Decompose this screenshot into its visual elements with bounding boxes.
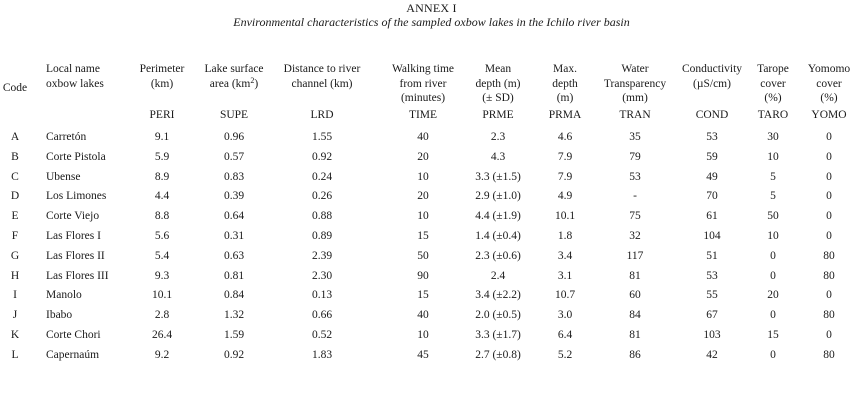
column-header-yomo: Yomomo: [807, 63, 851, 75]
table-cell-yomo: 80: [823, 269, 835, 282]
table-cell-tran: 84: [629, 309, 641, 322]
column-header-taro: Tarope: [757, 63, 789, 75]
annex-subtitle: Environmental characteristics of the sampled oxbow lakes in the Ichilo river basin: [233, 15, 630, 29]
table-cell-tran: 35: [629, 131, 641, 143]
table-cell-supe: 0.39: [223, 190, 245, 203]
table-cell-cond: 104: [703, 230, 721, 242]
table-cell-supe: 0.84: [223, 289, 245, 302]
table-cell-tran: 75: [629, 210, 641, 223]
column-abbrev-lrd: LRD: [310, 109, 334, 121]
table-cell-cond: 53: [706, 131, 718, 143]
table-cell-name: Corte Viejo: [46, 210, 100, 223]
table-cell-yomo: 0: [826, 230, 832, 242]
table-cell-cond: 42: [706, 348, 718, 361]
column-header-cond: Conductivity: [681, 63, 743, 75]
column-header-time: Walking time: [392, 63, 454, 75]
table-cell-supe: 0.64: [223, 210, 245, 223]
table-cell-peri: 2.8: [154, 309, 170, 322]
table-cell-yomo: 0: [826, 329, 832, 341]
table-cell-peri: 26.4: [151, 329, 173, 341]
table-cell-cond: 67: [706, 309, 718, 322]
column-header-peri: (km): [150, 77, 174, 90]
table-cell-name: Ibabo: [46, 309, 73, 322]
table-cell-time: 90: [417, 269, 429, 282]
table-cell-peri: 5.4: [154, 249, 170, 262]
table-cell-supe: 0.96: [223, 131, 245, 143]
table-cell-taro: 30: [767, 131, 779, 143]
column-header-yomo: cover: [816, 77, 842, 90]
table-cell-lrd: 2.30: [311, 269, 333, 282]
table-cell-lrd: 0.66: [311, 309, 333, 322]
table-cell-name: Capernaúm: [46, 348, 100, 361]
table-cell-name: Ubense: [46, 170, 81, 183]
table-cell-prma: 7.9: [557, 170, 573, 183]
table-cell-prme: 4.3: [490, 150, 506, 163]
table-cell-lrd: 0.24: [311, 170, 333, 183]
table-cell-tran: 81: [629, 329, 641, 341]
column-abbrev-taro: TARO: [757, 109, 789, 121]
column-header-lrd: channel (km): [291, 77, 353, 90]
column-abbrev-prma: PRMA: [548, 109, 582, 121]
table-cell-time: 20: [417, 150, 429, 163]
column-abbrev-time: TIME: [408, 109, 438, 121]
column-header-taro: (%): [764, 92, 782, 104]
table-cell-prme: 2.9 (±1.0): [475, 190, 521, 203]
table-cell-peri: 9.1: [154, 131, 170, 143]
table-cell-lrd: 0.88: [311, 210, 333, 223]
column-header-name: oxbow lakes: [46, 77, 104, 90]
table-cell-time: 40: [417, 131, 429, 143]
column-header-prma: depth: [552, 77, 578, 90]
table-cell-peri: 9.3: [154, 269, 170, 282]
column-abbrev-prme: PRME: [482, 109, 514, 121]
table-cell-prme: 2.7 (±0.8): [475, 348, 521, 361]
table-cell-peri: 5.6: [154, 230, 170, 242]
table-cell-peri: 10.1: [151, 289, 173, 302]
table-cell-yomo: 0: [826, 289, 832, 302]
table-cell-lrd: 0.89: [311, 230, 333, 242]
table-cell-code: J: [12, 309, 18, 322]
table-cell-cond: 103: [703, 329, 721, 341]
column-header-supe: Lake surface: [204, 63, 264, 75]
table-cell-name: Las Flores II: [46, 249, 105, 262]
table-cell-yomo: 80: [823, 309, 835, 322]
table-cell-taro: 50: [767, 210, 779, 223]
table-cell-name: Corte Chori: [46, 329, 101, 341]
table-cell-code: F: [11, 230, 19, 242]
table-cell-taro: 0: [770, 269, 776, 282]
table-cell-supe: 1.32: [223, 309, 245, 322]
table-cell-name: Las Flores III: [46, 269, 109, 282]
table-cell-tran: 81: [629, 269, 641, 282]
table-cell-prma: 6.4: [557, 329, 573, 341]
table-cell-time: 10: [417, 170, 429, 183]
column-abbrev-cond: COND: [695, 109, 729, 121]
table-cell-yomo: 0: [826, 150, 832, 163]
table-cell-time: 50: [417, 249, 429, 262]
column-header-taro: cover: [760, 77, 786, 90]
table-cell-yomo: 0: [826, 190, 832, 203]
table-cell-prme: 3.3 (±1.5): [475, 170, 521, 183]
column-abbrev-tran: TRAN: [619, 109, 651, 121]
table-cell-code: I: [13, 289, 17, 302]
table-cell-peri: 9.2: [154, 348, 170, 361]
table-cell-tran: 86: [629, 348, 641, 361]
table-cell-code: H: [10, 269, 20, 282]
column-header-prme: (± SD): [482, 92, 514, 104]
table-cell-taro: 10: [767, 150, 779, 163]
table-cell-prma: 10.1: [554, 210, 576, 223]
table-cell-tran: 32: [629, 230, 641, 242]
table-cell-supe: 0.57: [223, 150, 245, 163]
table-cell-peri: 4.4: [154, 190, 170, 203]
table-cell-time: 10: [417, 210, 429, 223]
table-cell-prma: 3.4: [557, 249, 573, 262]
table-cell-prme: 2.3: [490, 131, 506, 143]
table-cell-prme: 1.4 (±0.4): [475, 230, 521, 242]
table-cell-taro: 5: [770, 190, 776, 203]
table-cell-supe: 1.59: [223, 329, 245, 341]
table-cell-yomo: 0: [826, 210, 832, 223]
column-header-time: (minutes): [400, 92, 446, 104]
table-cell-prma: 7.9: [557, 150, 573, 163]
table-cell-code: D: [10, 190, 20, 203]
table-cell-cond: 61: [706, 210, 718, 223]
table-cell-tran: 53: [629, 170, 641, 183]
table-cell-tran: 60: [629, 289, 641, 302]
column-header-tran: Transparency: [603, 77, 667, 90]
table-cell-code: E: [11, 210, 19, 223]
table-cell-prma: 1.8: [557, 230, 573, 242]
table-cell-supe: 0.81: [223, 269, 245, 282]
table-cell-code: L: [11, 348, 19, 361]
column-header-peri: Perimeter: [139, 63, 185, 75]
table-cell-prme: 3.4 (±2.2): [475, 289, 521, 302]
table-cell-peri: 5.9: [154, 150, 170, 163]
table-cell-code: K: [10, 329, 20, 341]
table-cell-tran: 79: [629, 150, 641, 163]
column-header-code: Code: [2, 82, 28, 94]
column-header-lrd: Distance to river: [283, 63, 361, 75]
table-cell-prme: 2.4: [490, 269, 506, 282]
table-cell-prma: 4.9: [557, 190, 573, 203]
table-cell-taro: 20: [767, 289, 779, 302]
table-cell-taro: 0: [770, 309, 776, 322]
table-cell-time: 15: [417, 289, 429, 302]
column-header-tran: (mm): [622, 92, 648, 104]
table-cell-supe: 0.83: [223, 170, 245, 183]
table-cell-prma: 3.1: [557, 269, 573, 282]
table-cell-code: B: [11, 150, 19, 163]
column-header-supe: area $(km^2)$: [209, 75, 259, 90]
table-cell-time: 15: [417, 230, 429, 242]
column-header-tran: Water: [621, 63, 649, 75]
column-header-name: Local name: [46, 63, 100, 75]
column-header-prma: Max.: [553, 63, 577, 75]
table-cell-prme: 3.3 (±1.7): [475, 329, 521, 341]
table-cell-lrd: 0.92: [311, 150, 333, 163]
table-cell-time: 10: [417, 329, 429, 341]
column-header-prme: Mean: [484, 63, 512, 75]
table-cell-supe: 0.92: [223, 348, 245, 361]
table-cell-prma: 3.0: [557, 309, 573, 322]
table-cell-lrd: 1.55: [311, 131, 333, 143]
table-cell-yomo: 0: [826, 131, 832, 143]
table-cell-lrd: 1.83: [311, 348, 333, 361]
table-cell-taro: 5: [770, 170, 776, 183]
column-header-yomo: (%): [820, 92, 838, 104]
table-cell-prme: 4.4 (±1.9): [475, 210, 521, 223]
table-cell-cond: 59: [706, 150, 718, 163]
table-cell-supe: 0.63: [223, 249, 245, 262]
table-cell-code: A: [10, 131, 20, 143]
table-cell-cond: 53: [706, 269, 718, 282]
table-cell-lrd: 2.39: [311, 249, 333, 262]
column-abbrev-yomo: YOMO: [811, 109, 847, 121]
table-cell-time: 20: [417, 190, 429, 203]
table-cell-lrd: 0.52: [311, 329, 333, 341]
column-header-prme: depth (m): [475, 77, 521, 90]
table-cell-prma: 4.6: [557, 131, 573, 143]
table-cell-taro: 0: [770, 348, 776, 361]
table-cell-tran: -: [633, 190, 637, 203]
table-cell-lrd: 0.26: [311, 190, 333, 203]
annex-title: ANNEX I: [406, 1, 457, 15]
table-cell-supe: 0.31: [223, 230, 245, 242]
column-abbrev-supe: SUPE: [219, 109, 249, 121]
table-cell-prma: 5.2: [557, 348, 573, 361]
table-cell-taro: 10: [767, 230, 779, 242]
table-cell-lrd: 0.13: [311, 289, 333, 302]
table-cell-taro: 0: [770, 249, 776, 262]
table-cell-yomo: 80: [823, 348, 835, 361]
table-cell-yomo: 0: [826, 170, 832, 183]
column-header-cond: (µS/cm): [693, 77, 731, 90]
table-cell-yomo: 80: [823, 249, 835, 262]
table-cell-name: Corte Pistola: [46, 150, 106, 163]
table-cell-cond: 49: [706, 170, 718, 183]
column-header-time: from river: [399, 77, 447, 90]
table-cell-prma: 10.7: [554, 289, 576, 302]
table-cell-prme: 2.0 (±0.5): [475, 309, 521, 322]
table-cell-prme: 2.3 (±0.6): [475, 249, 521, 262]
table-cell-code: G: [10, 249, 20, 262]
table-cell-tran: 117: [626, 249, 644, 262]
table-cell-taro: 15: [767, 329, 779, 341]
table-cell-code: C: [11, 170, 19, 183]
table-cell-time: 40: [417, 309, 429, 322]
table-cell-name: Manolo: [46, 289, 82, 302]
table-cell-peri: 8.8: [154, 210, 170, 223]
table-cell-peri: 8.9: [154, 170, 170, 183]
table-cell-name: Carretón: [46, 131, 87, 143]
table-cell-cond: 70: [706, 190, 718, 203]
column-header-prma: (m): [556, 92, 574, 104]
column-abbrev-peri: PERI: [149, 109, 175, 121]
table-cell-name: Las Flores I: [46, 230, 101, 242]
table-cell-time: 45: [417, 348, 429, 361]
table-cell-name: Los Limones: [46, 190, 107, 203]
table-cell-cond: 51: [706, 249, 718, 262]
table-cell-cond: 55: [706, 289, 718, 302]
